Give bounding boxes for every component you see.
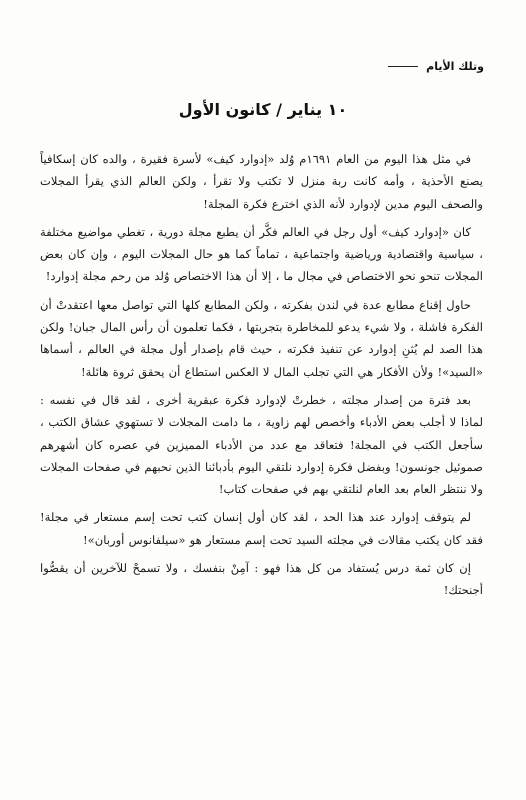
paragraph: لم يتوقف إدوارد عند هذا الحد ، لقد كان أول إنسان كتب تحت إسم مستعار في مجلة! فقد كان يكتب مقالات في مجلته السيد تحت إسم مستعار هو «سيلفانوس أوربان»! <box>40 510 483 547</box>
running-header-title: وتلك الأيام <box>426 59 484 73</box>
paragraph: كان «إدوارد كيف» أول رجل في العالم فكَّر أن يطبع مجلة دورية ، تغطي مواضيع مختلفة ، سياسية واقتصادية ورياضية واجتماعية ، تماماً كما هو حال المجلات اليوم ، وإن كان بعض المجلات تنحو نحو الاختصاص في مجال ما ، إلا أن هذا الاختصاص وُلد من رحم مجلة إدوارد! <box>40 224 483 284</box>
paragraph: حاول إقناع مطابع عدة في لندن بفكرته ، ولكن المطابع كلها التي تواصل معها اعتقدتْ أن الفكرة فاشلة ، ولا شيء يدعو للمخاطرة بتجربتها ، فكما تعلمون أن رأس المال جبان! ولكن هذا الصد لم يُثنِ إدوارد عن تنفيذ فكرته ، حيث قام بإصدار أول مجلة في العالم ، أسماها «السيد»! ولأن الأفكار هي التي تجلب المال لا العكس استطاع أن يحقق ثروة هائلة! <box>40 297 483 379</box>
paragraph: بعد فترة من إصدار مجلته ، خطرتْ لإدوارد فكرة عبقرية أخرى ، لقد قال في نفسه : لماذا لا أجلب بعض الأدباء وأخصص لهم زاوية ، ما دامت المجلات لا تستهوي عشاق الكتب ، سأجعل الكتب في المجلة! فتعاقد مع عدد من الأدباء المميزين في عصره كان أشهرهم صموئيل جونسون! وبفضل فكرة إدوارد نلتقي اليوم بأدبائنا الذين نحبهم في صفحات المجلات ولا ننتظر العام بعد العام لنلتقي بهم في صفحات كتاب! <box>40 392 483 497</box>
running-header <box>40 58 484 74</box>
entry-body <box>40 148 483 608</box>
entry-title: ١٠ يناير / كانون الأول <box>178 100 348 119</box>
running-header-rule <box>388 66 418 67</box>
paragraph: في مثل هذا اليوم من العام ١٦٩١م وُلد «إدوارد كيف» لأسرة فقيرة ، والده كان إسكافياً يصنع الأحذية ، وأمه كانت ربة منزل لا تكتب ولا تقرأ ، ولكن العالم الذي يقرأ المجلات والصحف اليوم مدين لإدوارد لأنه الذي اخترع فكرة المجلة! <box>40 152 483 211</box>
paragraph: إن كان ثمة درس يُستفاد من كل هذا فهو : آمِنْ بنفسك ، ولا تسمحْ للآخرين أن يقصُّوا أجنحتك! <box>40 561 483 598</box>
